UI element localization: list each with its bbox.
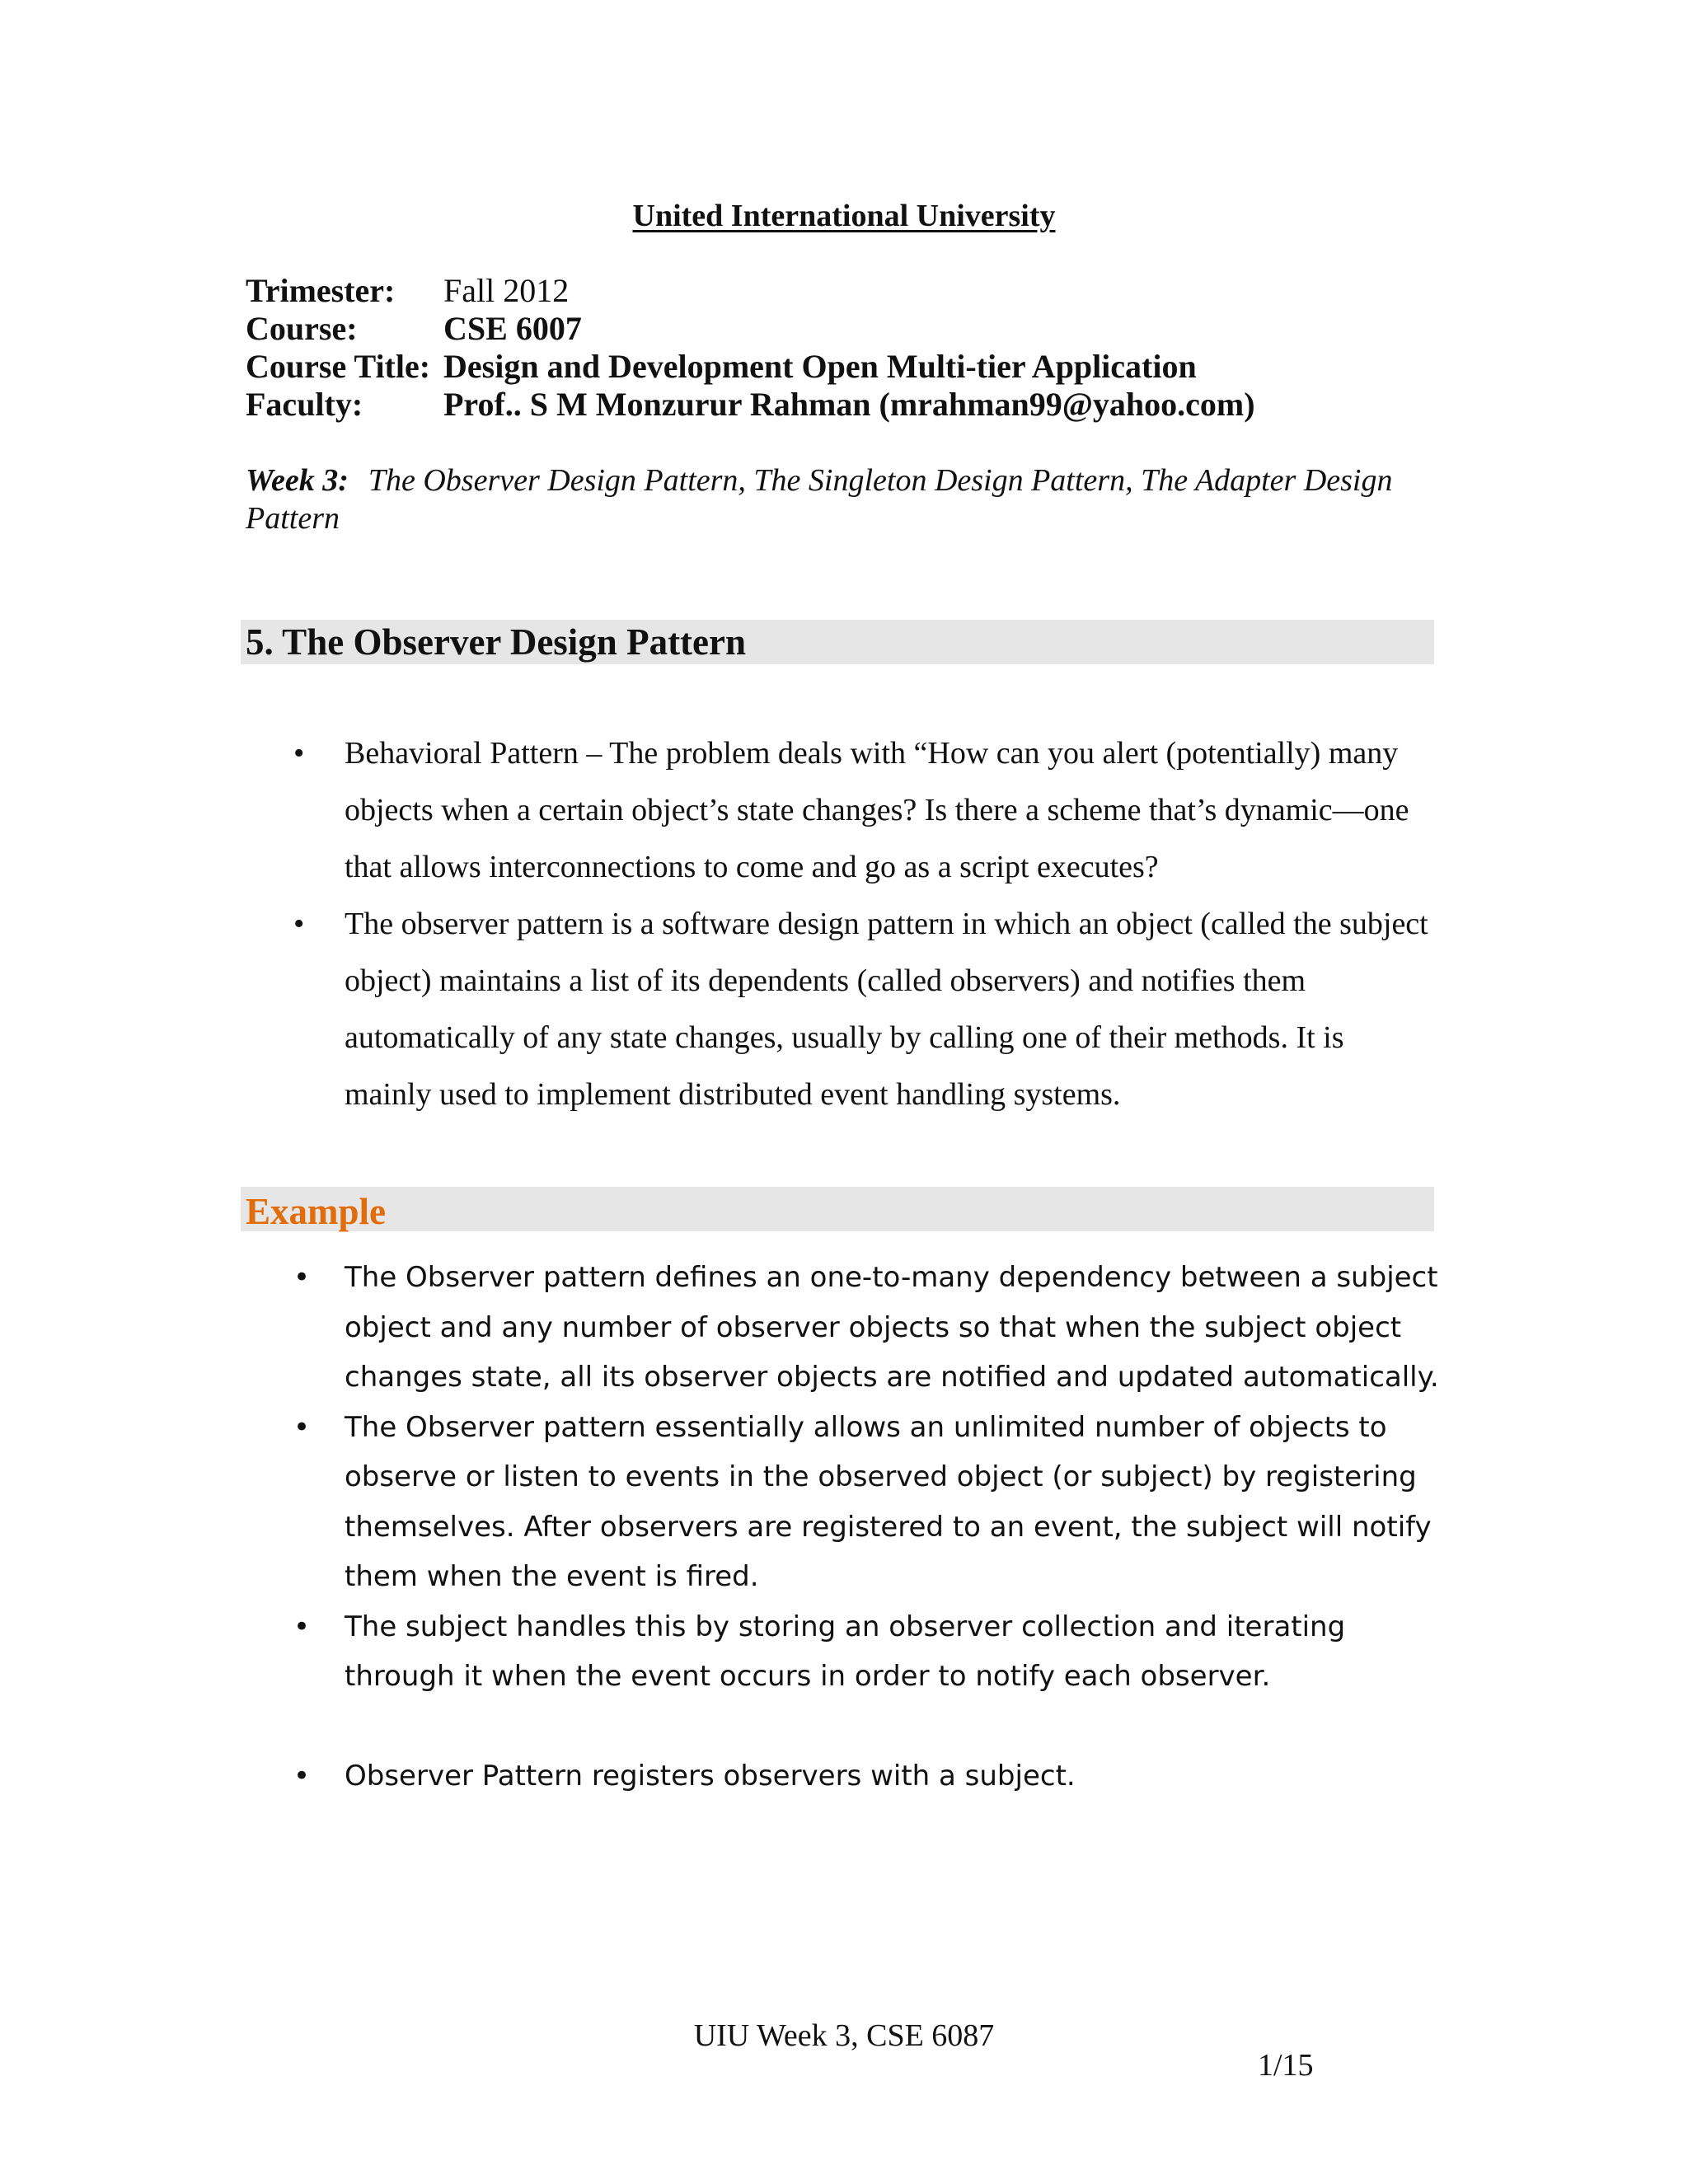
footer-course-label: UIU Week 3, CSE 6087 xyxy=(693,2018,995,2053)
list-item xyxy=(246,1253,1449,1403)
list-item-text: Observer Pattern registers observers with a subject. xyxy=(345,1759,1076,1793)
bullet-icon: • xyxy=(293,1610,311,1643)
course-meta xyxy=(246,272,1255,424)
bullet-icon: • xyxy=(293,736,305,771)
meta-value: CSE 6007 xyxy=(443,310,582,347)
meta-value: Design and Development Open Multi-tier Application xyxy=(443,348,1197,385)
list-item xyxy=(246,1403,1449,1602)
list-item xyxy=(246,1751,1449,1802)
example-bullet-list xyxy=(246,1253,1449,1801)
week-label: Week 3: xyxy=(246,463,349,498)
list-item-text: The Observer pattern defines an one-to-many dependency between a subject object and any number of observer objects so that when the subject object changes state, all its observer objects are notified and updated automatically. xyxy=(345,1261,1439,1394)
list-item-text: The observer pattern is a software design pattern in which an object (called the subject object) maintains a list of its dependents (called observers) and notifies them automatically of any state changes, usually by calling one of their methods. It is mainly used to implement distributed event handling systems. xyxy=(345,907,1428,1112)
week-topics-text: The Observer Design Pattern, The Singleton Design Pattern, The Adapter Design Pattern xyxy=(246,463,1393,536)
bullet-icon: • xyxy=(293,1759,311,1793)
meta-row-course xyxy=(246,310,1255,348)
meta-key: Course Title: xyxy=(246,348,431,385)
meta-row-trimester xyxy=(246,272,1255,310)
observer-bullet-list xyxy=(246,725,1432,1123)
list-item xyxy=(246,896,1432,1123)
page-number: 1/15 xyxy=(1258,2048,1314,2083)
meta-value: Fall 2012 xyxy=(443,272,570,309)
meta-value: Prof.. S M Monzurur Rahman (mrahman99@yahoo.com) xyxy=(443,386,1255,423)
meta-key: Course: xyxy=(246,310,358,347)
week-topics xyxy=(246,462,1441,537)
bullet-icon: • xyxy=(293,907,305,941)
section-heading-example: Example xyxy=(241,1187,1434,1231)
list-item-text: The subject handles this by storing an observer collection and iterating through it when the event occurs in order to notify each observer. xyxy=(345,1610,1346,1693)
university-title: United International University xyxy=(632,199,1056,233)
list-item xyxy=(246,725,1432,896)
bullet-icon: • xyxy=(293,1410,311,1444)
meta-key: Trimester: xyxy=(246,272,396,309)
meta-row-faculty xyxy=(246,386,1255,424)
list-item-text: Behavioral Pattern – The problem deals with “How can you alert (potentially) many objects when a certain object’s state changes? Is there a scheme that’s dynamic—one that allows interconnections to come and go as a script executes? xyxy=(345,736,1409,884)
meta-key: Faculty: xyxy=(246,386,363,423)
section-heading-observer: 5. The Observer Design Pattern xyxy=(241,620,1434,664)
list-item xyxy=(246,1602,1449,1702)
meta-row-course-title xyxy=(246,348,1255,386)
bullet-icon: • xyxy=(293,1261,311,1294)
list-item-text: The Observer pattern essentially allows an unlimited number of objects to observe or listen to events in the observed object (or subject) by registering themselves. After observers are registered to an event, the subject will notify them when the event is fired. xyxy=(345,1410,1432,1593)
